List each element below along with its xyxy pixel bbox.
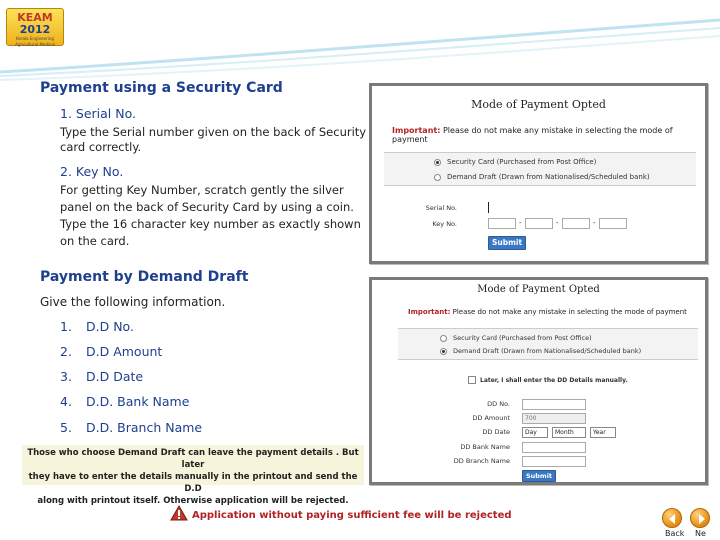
next-button[interactable] bbox=[690, 508, 710, 528]
radio-icon[interactable] bbox=[440, 335, 447, 342]
dash: - bbox=[519, 219, 522, 227]
panel1-option-security[interactable]: Security Card (Purchased from Post Office) bbox=[434, 158, 596, 166]
security-card-heading: Payment using a Security Card bbox=[40, 80, 283, 96]
note-line-1: Those who choose Demand Draft can leave the payment details . But later bbox=[27, 448, 359, 470]
dd-month-select[interactable]: Month bbox=[552, 427, 586, 438]
arrow-left-icon bbox=[667, 513, 679, 525]
key-no-input-2[interactable] bbox=[525, 218, 553, 229]
dd-no-label: DD No. bbox=[487, 400, 510, 408]
radio-selected-icon[interactable] bbox=[440, 348, 447, 355]
panel1-serial-label: Serial No. bbox=[425, 204, 457, 212]
panel2-option-security[interactable]: Security Card (Purchased from Post Office) bbox=[440, 334, 592, 342]
serial-no-heading: 1. Serial No. bbox=[60, 106, 136, 121]
note-line-2: they have to enter the details manually in the printout and send the D.D bbox=[28, 472, 358, 494]
manual-entry-checkbox[interactable] bbox=[468, 376, 476, 384]
list-item: 4. D.D. Bank Name bbox=[60, 394, 190, 409]
back-label: Back bbox=[665, 529, 685, 538]
logo-line2: 2012 bbox=[19, 23, 51, 36]
radio-selected-icon[interactable] bbox=[434, 159, 441, 166]
panel1-title: Mode of Payment Opted bbox=[471, 98, 606, 111]
list-item: 2. D.D Amount bbox=[60, 344, 163, 359]
dd-amount-input: 700 bbox=[522, 413, 586, 424]
fee-warning bbox=[170, 505, 512, 521]
key-no-text-3: Type the 16 character key number as exactly shown bbox=[60, 217, 361, 231]
logo-line1: KEAM bbox=[17, 11, 53, 24]
arrow-right-icon bbox=[695, 513, 707, 525]
key-no-input-3[interactable] bbox=[562, 218, 590, 229]
note-line-3: along with printout itself. Otherwise application will be rejected. bbox=[37, 496, 349, 506]
panel2-options bbox=[398, 328, 698, 360]
back-button[interactable] bbox=[662, 508, 682, 528]
panel2-title: Mode of Payment Opted bbox=[477, 284, 600, 295]
security-card-screenshot bbox=[369, 83, 708, 264]
key-no-text-2: panel on the back of Security Card by using a coin. bbox=[60, 200, 354, 214]
panel2-important: Important: Please do not make any mistake in selecting the mode of payment bbox=[408, 308, 687, 316]
panel1-option-dd[interactable]: Demand Draft (Drawn from Nationalised/Scheduled bank) bbox=[434, 173, 650, 181]
key-no-text-1: For getting Key Number, scratch gently the silver bbox=[60, 183, 344, 197]
fee-warning-text: Application without paying sufficient fee will be rejected bbox=[192, 510, 512, 521]
dd-no-input[interactable] bbox=[522, 399, 586, 410]
demand-draft-screenshot bbox=[369, 277, 708, 485]
manual-entry-label: Later, I shall enter the DD Details manually. bbox=[480, 377, 628, 384]
key-no-input-4[interactable] bbox=[599, 218, 627, 229]
logo-line3: Kerala Engineering Agricultural Medical bbox=[15, 36, 55, 47]
dash: - bbox=[593, 219, 596, 227]
dd-date-label: DD Date bbox=[482, 428, 510, 436]
dash: - bbox=[556, 219, 559, 227]
panel2-submit-button[interactable]: Submit bbox=[522, 470, 556, 482]
list-item: 5. D.D. Branch Name bbox=[60, 420, 203, 435]
demand-draft-intro: Give the following information. bbox=[40, 295, 226, 309]
dd-bank-input[interactable] bbox=[522, 442, 586, 453]
dd-day-select[interactable]: Day bbox=[522, 427, 548, 438]
dd-amount-label: DD Amount bbox=[472, 414, 510, 422]
key-no-input-1[interactable] bbox=[488, 218, 516, 229]
serial-no-input[interactable] bbox=[488, 202, 492, 213]
serial-no-text-2: card correctly. bbox=[60, 140, 142, 154]
key-no-heading: 2. Key No. bbox=[60, 164, 124, 179]
panel1-key-label: Key No. bbox=[432, 220, 457, 228]
radio-icon[interactable] bbox=[434, 174, 441, 181]
demand-draft-note bbox=[22, 445, 364, 506]
demand-draft-heading: Payment by Demand Draft bbox=[40, 269, 249, 285]
key-no-text-4: on the card. bbox=[60, 234, 130, 248]
dd-branch-input[interactable] bbox=[522, 456, 586, 467]
dd-bank-label: DD Bank Name bbox=[460, 443, 510, 451]
serial-no-text-1: Type the Serial number given on the back of Security bbox=[60, 125, 367, 139]
panel1-important: Important: Please do not make any mistake in selecting the mode of payment bbox=[392, 126, 673, 144]
dd-branch-label: DD Branch Name bbox=[453, 457, 510, 465]
list-item: 3. D.D Date bbox=[60, 369, 144, 384]
panel1-submit-button[interactable]: Submit bbox=[488, 236, 526, 250]
next-label: Ne bbox=[695, 529, 706, 538]
dd-year-select[interactable]: Year bbox=[590, 427, 616, 438]
list-item: 1. D.D No. bbox=[60, 319, 134, 334]
warning-icon bbox=[170, 505, 188, 521]
panel2-option-dd[interactable]: Demand Draft (Drawn from Nationalised/Scheduled bank) bbox=[440, 347, 641, 355]
keam-logo bbox=[6, 8, 64, 46]
